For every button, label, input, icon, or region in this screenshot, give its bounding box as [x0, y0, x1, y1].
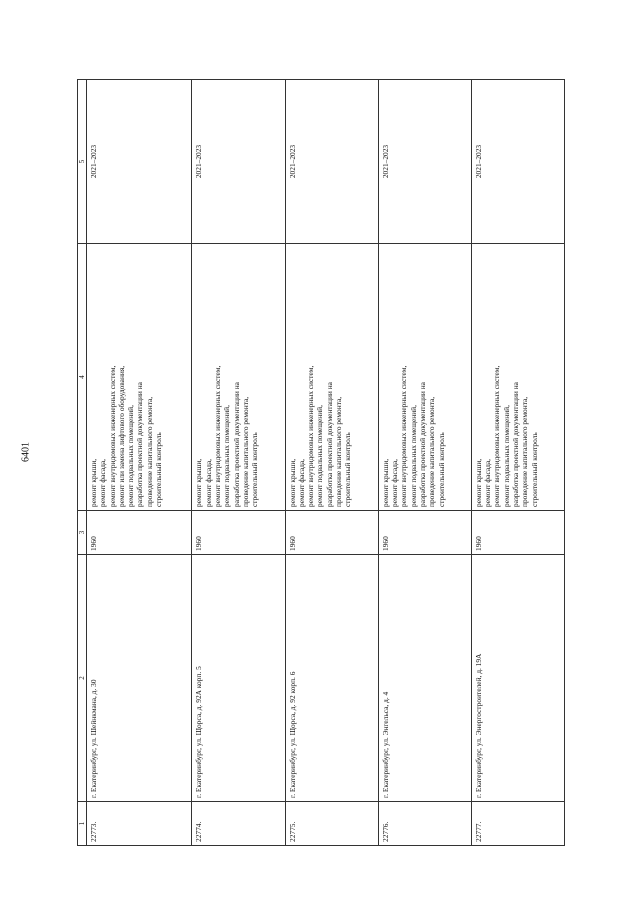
address-cell: г. Екатеринбург, ул. Щорса, д. 92А корп. 5 — [192, 555, 285, 802]
year-cell: 1960 — [192, 511, 285, 555]
work-item: строительный контроль — [529, 432, 539, 507]
row-number-cell: 22775. — [285, 802, 378, 846]
work-item: строительный контроль — [154, 432, 164, 507]
address-cell: г. Екатеринбург, ул. Щорса, д. 92 корп. 6 — [285, 555, 378, 802]
work-item: разработка проектной документации на — [511, 382, 521, 507]
work-item: ремонт крыши, — [194, 458, 204, 507]
work-item: проведение капитального ремонта, — [334, 396, 344, 507]
year-cell: 1960 — [378, 511, 471, 555]
repair-schedule-table — [77, 79, 565, 846]
work-item: ремонт подвальных помещений, — [222, 405, 232, 507]
period-cell: 2021–2023 — [192, 80, 285, 244]
work-item: ремонт подвальных помещений, — [126, 405, 136, 507]
column-header: 4 — [78, 244, 87, 511]
row-number-cell: 22777. — [471, 802, 564, 846]
column-header: 5 — [78, 80, 87, 244]
work-item: ремонт фасада, — [390, 459, 400, 507]
table-row — [471, 80, 564, 846]
work-item: разработка проектной документации на — [231, 382, 241, 507]
row-number-cell: 22773. — [87, 802, 192, 846]
column-header: 1 — [78, 802, 87, 846]
column-header: 3 — [78, 511, 87, 555]
address-cell: г. Екатеринбург, ул. Шейнкмана, д. 30 — [87, 555, 192, 802]
column-header: 2 — [78, 555, 87, 802]
work-item: ремонт фасада, — [203, 459, 213, 507]
address-cell: г. Екатеринбург, ул. Энгельса, д. 4 — [378, 555, 471, 802]
work-item: разработка проектной документации на — [324, 382, 334, 507]
work-item: разработка проектной документации на — [135, 382, 145, 507]
page-number: 6401 — [20, 442, 32, 462]
year-cell: 1960 — [471, 511, 564, 555]
work-item: проведение капитального ремонта, — [144, 396, 154, 507]
work-item: ремонт крыши, — [380, 458, 390, 507]
work-item: ремонт внутридомовых инженерных систем, — [492, 365, 502, 507]
work-item: проведение капитального ремонта, — [427, 396, 437, 507]
work-item: строительный контроль — [436, 432, 446, 507]
work-item: разработка проектной документации на — [417, 382, 427, 507]
period-cell: 2021–2023 — [87, 80, 192, 244]
rotated-table-container — [77, 80, 565, 846]
period-cell: 2021–2023 — [471, 80, 564, 244]
year-cell: 1960 — [87, 511, 192, 555]
work-item: ремонт внутридомовых инженерных систем, — [107, 365, 117, 507]
work-item: ремонт внутридомовых инженерных систем, — [306, 365, 316, 507]
work-item: ремонт крыши, — [89, 458, 98, 507]
column-number-row — [78, 80, 87, 846]
table-row — [192, 80, 285, 846]
work-item: строительный контроль — [250, 432, 260, 507]
work-item: ремонт или замена лифтового оборудования, — [116, 365, 126, 507]
table-row — [87, 80, 192, 846]
table-row — [378, 80, 471, 846]
row-number-cell: 22776. — [378, 802, 471, 846]
works-cell — [378, 244, 471, 511]
works-cell — [285, 244, 378, 511]
work-item: ремонт подвальных помещений, — [408, 405, 418, 507]
work-item: ремонт фасада, — [296, 459, 306, 507]
works-cell — [471, 244, 564, 511]
work-item: проведение капитального ремонта, — [240, 396, 250, 507]
work-item: ремонт крыши, — [287, 458, 297, 507]
works-cell — [192, 244, 285, 511]
period-cell: 2021–2023 — [285, 80, 378, 244]
work-item: ремонт подвальных помещений, — [315, 405, 325, 507]
row-number-cell: 22774. — [192, 802, 285, 846]
address-cell: г. Екатеринбург, ул. Энергостроителей, д. 19А — [471, 555, 564, 802]
year-cell: 1960 — [285, 511, 378, 555]
work-item: ремонт внутридомовых инженерных систем, — [399, 365, 409, 507]
work-item: строительный контроль — [343, 432, 353, 507]
work-item: ремонт подвальных помещений, — [501, 405, 511, 507]
table-row — [285, 80, 378, 846]
period-cell: 2021–2023 — [378, 80, 471, 244]
work-item: ремонт фасада, — [483, 459, 493, 507]
work-item: ремонт фасада, — [98, 459, 108, 507]
work-item: проведение капитального ремонта, — [520, 396, 530, 507]
work-item: ремонт крыши, — [473, 458, 483, 507]
works-cell — [87, 244, 192, 511]
work-item: ремонт внутридомовых инженерных систем, — [213, 365, 223, 507]
